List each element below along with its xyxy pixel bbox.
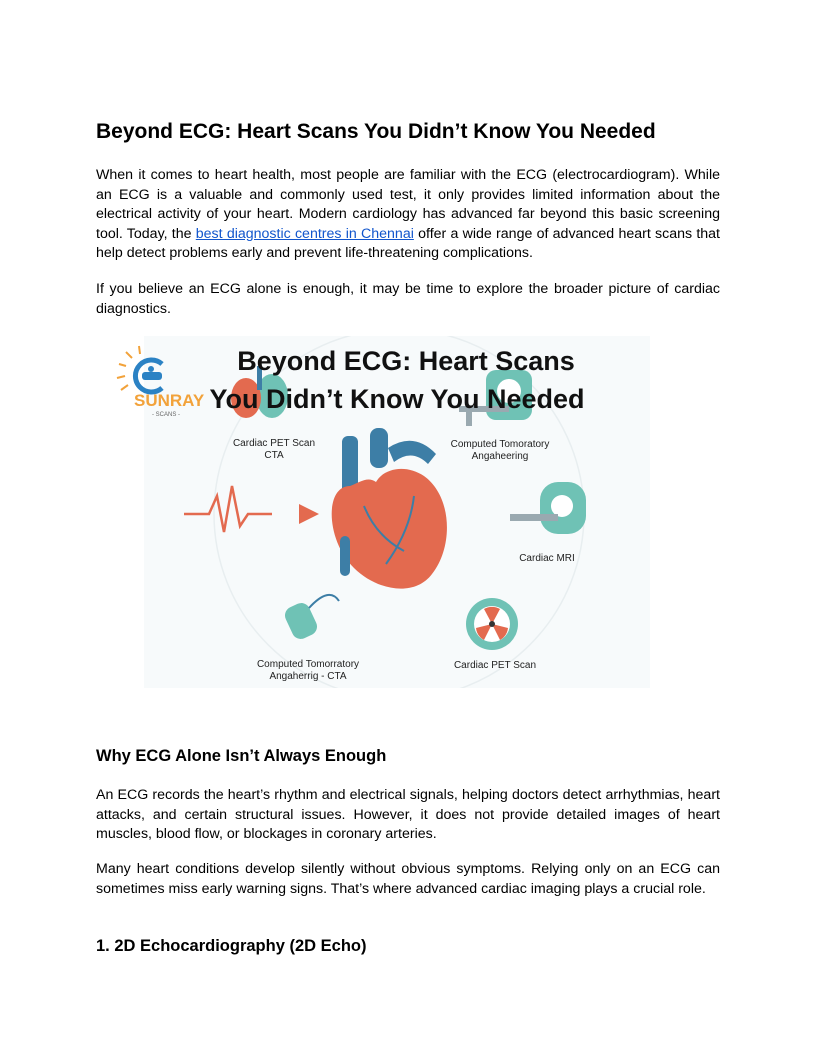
section-heading-why-ecg: Why ECG Alone Isn’t Always Enough (96, 747, 387, 765)
label-angaheering: Angaheering (471, 451, 529, 462)
label-computed-tomoratory: Computed Tomoratory (450, 439, 550, 450)
label-cardiac-pet-scan-bottom: Cardiac PET Scan (453, 660, 537, 671)
logo-subtitle: - SCANS - (152, 412, 181, 418)
intro-paragraph (96, 166, 720, 264)
figure-title-line-1: Beyond ECG: Heart Scans (237, 346, 575, 376)
logo-name: SUNRAY (134, 391, 205, 410)
section1-paragraph-1: An ECG records the heart’s rhythm and electrical signals, helping doctors detect arrhythmias, heart attacks, and certain structural issues. However, it does not provide detailed images of heart muscles, blood flow, or blockages in coronary arteries. (96, 787, 720, 842)
figure-title-line-2: You Didn’t Know You Needed (209, 384, 585, 414)
section-heading-2d-echo: 1. 2D Echocardiography (2D Echo) (96, 937, 367, 955)
label-cardiac-mri: Cardiac MRI (519, 553, 575, 564)
pet-scan-radiation-icon (466, 598, 518, 650)
label-cta-top: CTA (264, 450, 284, 461)
intro-paragraph-2: If you believe an ECG alone is enough, it may be time to explore the broader picture of cardiac diagnostics. (96, 281, 720, 317)
label-computed-tomorratory: Computed Tomorratory (256, 659, 360, 670)
intro-text-before: When it comes to heart health, most people are familiar with the ECG (electrocardiogram). While an ECG is a valuable and commonly used test, it only provides limited information about the electrical activity of your heart. Modern cardiology has advanced far beyond this basic screening tool. Today, the (96, 167, 720, 242)
infographic-svg (114, 336, 650, 688)
diagnostic-centres-link[interactable]: best diagnostic centres in Chennai (195, 225, 414, 242)
intro-text-after: offer a wide range of advanced heart scans that help detect problems early and prevent life-threatening complications. (96, 225, 720, 261)
page-title: Beyond ECG: Heart Scans You Didn’t Know You Needed (96, 120, 656, 143)
section1-paragraph-2: Many heart conditions develop silently without obvious symptoms. Relying only on an ECG can sometimes miss early warning signs. That’s where advanced cardiac imaging plays a crucial role. (96, 861, 720, 897)
label-cardiac-pet-scan-top: Cardiac PET Scan (232, 438, 316, 449)
infographic-image (114, 336, 650, 688)
label-angaherrig-cta: Angaherrig - CTA (269, 671, 347, 682)
